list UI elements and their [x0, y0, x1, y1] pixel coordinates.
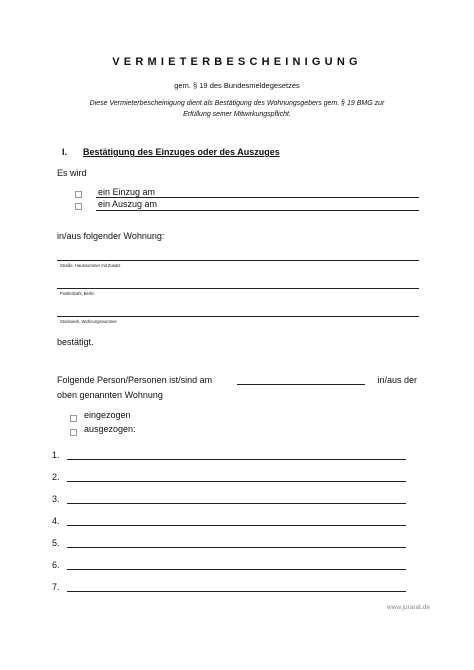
- person-row-number-5: 5.: [52, 538, 60, 548]
- person-row-number-2: 2.: [52, 472, 60, 482]
- section-number: I.: [62, 147, 68, 157]
- persons-sentence-end: in/aus der: [377, 375, 417, 385]
- einzug-date-line[interactable]: [96, 197, 419, 198]
- persons-sentence-line2: oben genannten Wohnung: [57, 390, 163, 400]
- person-row-number-6: 6.: [52, 560, 60, 570]
- persons-sentence-start: Folgende Person/Personen ist/sind am: [57, 375, 213, 385]
- floor-field-line[interactable]: [57, 316, 419, 317]
- document-title: VERMIETERBESCHEINIGUNG: [112, 56, 362, 68]
- es-wird-label: Es wird: [57, 168, 87, 178]
- document-intro: [62, 98, 412, 120]
- checkbox-eingezogen[interactable]: [70, 415, 77, 422]
- section-title: Bestätigung des Einzuges oder des Auszuges: [83, 147, 280, 157]
- person-row-line-6[interactable]: [67, 569, 406, 570]
- person-row-number-7: 7.: [52, 582, 60, 592]
- intro-line-2: Erfüllung seiner Mitwirkungspflicht.: [183, 111, 291, 118]
- street-field-label: Straße, Hausnummer mit Zusatz: [60, 263, 121, 268]
- person-row-line-2[interactable]: [67, 481, 406, 482]
- floor-field-label: Stockwerk, Wohnungsnummer: [60, 319, 117, 324]
- person-row-line-3[interactable]: [67, 503, 406, 504]
- option-auszug-label: ein Auszug am: [98, 199, 158, 209]
- postal-field-label: Postleitzahl, Berlin: [60, 291, 95, 296]
- apartment-label: in/aus folgender Wohnung:: [57, 231, 165, 241]
- checkbox-auszug[interactable]: [75, 203, 82, 210]
- person-row-number-4: 4.: [52, 516, 60, 526]
- person-row-number-1: 1.: [52, 450, 60, 460]
- option-einzug-label: ein Einzug am: [98, 187, 156, 197]
- person-row-line-1[interactable]: [67, 459, 406, 460]
- person-row-line-5[interactable]: [67, 547, 406, 548]
- footer-watermark: www.jurarat.de: [387, 604, 430, 611]
- person-row-number-3: 3.: [52, 494, 60, 504]
- checkbox-einzug[interactable]: [75, 191, 82, 198]
- auszug-date-line[interactable]: [96, 210, 419, 211]
- postal-field-line[interactable]: [57, 288, 419, 289]
- option-eingezogen-label: eingezogen: [84, 410, 131, 420]
- confirmed-label: bestätigt.: [57, 337, 94, 347]
- intro-line-1: Diese Vermieterbescheinigung dient als Bestätigung des Wohnungsgebers gem. § 19 BMG zur: [89, 100, 385, 107]
- document-subtitle: gem. § 19 des Bundesmeldegesetzes: [174, 81, 300, 90]
- street-field-line[interactable]: [57, 260, 419, 261]
- person-row-line-7[interactable]: [67, 591, 406, 592]
- option-ausgezogen-label: ausgezogen:: [84, 424, 136, 434]
- checkbox-ausgezogen[interactable]: [70, 429, 77, 436]
- move-date-blank[interactable]: [237, 384, 365, 385]
- person-row-line-4[interactable]: [67, 525, 406, 526]
